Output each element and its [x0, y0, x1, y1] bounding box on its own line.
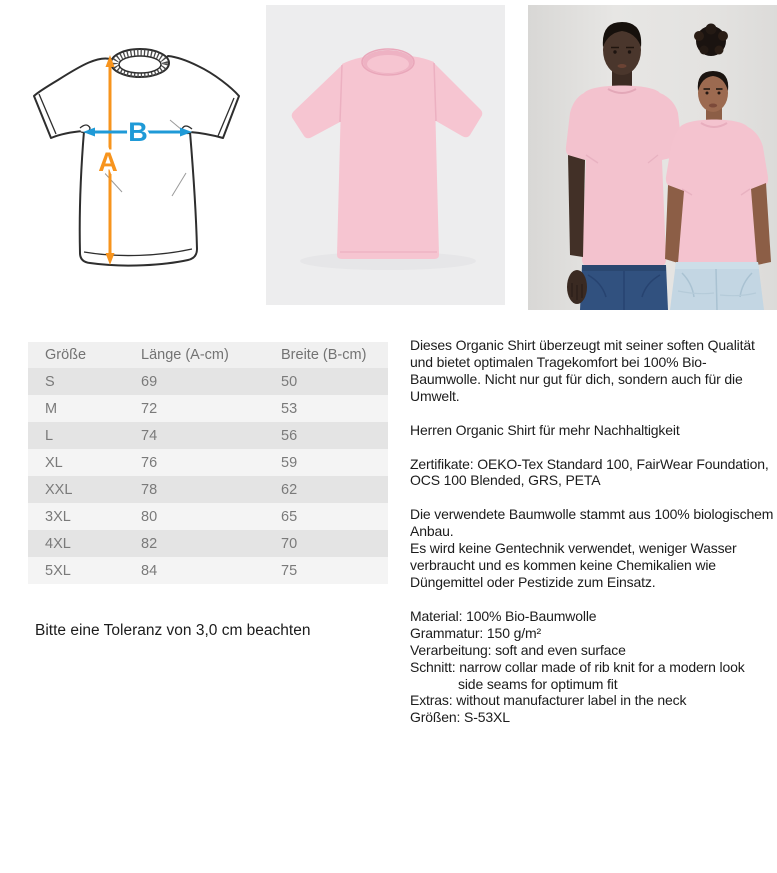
cell-width: 59	[281, 454, 298, 471]
spec-finish: Verarbeitung: soft and even surface	[410, 641, 626, 658]
cell-size: XXL	[45, 481, 73, 498]
table-row	[28, 476, 388, 503]
table-row	[28, 422, 388, 449]
label-b: B	[128, 117, 148, 147]
table-header-row	[28, 342, 388, 368]
specs-list	[410, 608, 776, 726]
column-header-width: Breite (B-cm)	[281, 342, 388, 368]
column-header-size: Größe	[28, 342, 141, 368]
cell-size: 5XL	[45, 562, 71, 579]
spec-material: Material: 100% Bio-Baumwolle	[410, 607, 597, 624]
cell-length: 80	[141, 508, 158, 525]
cell-width: 50	[281, 373, 298, 390]
spec-cut: Schnitt: narrow collar made of rib knit for a modern look	[410, 658, 745, 675]
size-diagram	[20, 28, 250, 290]
label-a: A	[98, 147, 118, 177]
cell-length: 72	[141, 400, 158, 417]
cotton-paragraph	[410, 506, 776, 591]
cotton-line: Die verwendete Baumwolle stammt aus 100% biologischem Anbau.	[410, 506, 774, 540]
cotton-line: Es wird keine Gentechnik verwendet, weniger Wasser verbraucht und es kommen keine Chemikalien wie Düngemittel oder Pestizide zum Einsatz.	[410, 540, 737, 590]
cell-length: 76	[141, 454, 158, 471]
cell-width: 56	[281, 427, 298, 444]
table-row	[28, 449, 388, 476]
cell-length: 84	[141, 562, 158, 579]
cell-size: 4XL	[45, 535, 71, 552]
table-row	[28, 368, 388, 395]
cell-length: 82	[141, 535, 158, 552]
cell-width: 75	[281, 562, 298, 579]
spec-sizes: Größen: S-53XL	[410, 709, 510, 726]
column-header-length: Länge (A-cm)	[141, 342, 281, 368]
spec-grammage: Grammatur: 150 g/m²	[410, 624, 541, 641]
size-chart-table	[28, 342, 388, 584]
cell-width: 62	[281, 481, 298, 498]
models-photo	[528, 5, 777, 310]
tee-outline	[34, 49, 239, 266]
cell-size: 3XL	[45, 508, 71, 525]
cell-size: M	[45, 400, 58, 417]
table-row	[28, 503, 388, 530]
spec-extras: Extras: without manufacturer label in the neck	[410, 692, 687, 709]
cell-size: S	[45, 373, 55, 390]
cell-width: 53	[281, 400, 298, 417]
cell-length: 78	[141, 481, 158, 498]
subtitle: Herren Organic Shirt für mehr Nachhaltigkeit	[410, 421, 680, 438]
table-row	[28, 395, 388, 422]
certificates: Zertifikate: OEKO-Tex Standard 100, FairWear Foundation, OCS 100 Blended, GRS, PETA	[410, 455, 769, 489]
spec-cut-2: side seams for optimum fit	[458, 675, 618, 692]
cell-size: XL	[45, 454, 63, 471]
cell-width: 70	[281, 535, 298, 552]
cell-size: L	[45, 427, 54, 444]
man-arm	[568, 155, 585, 257]
tolerance-note: Bitte eine Toleranz von 3,0 cm beachten	[35, 622, 311, 639]
cell-length: 74	[141, 427, 158, 444]
table-row	[28, 530, 388, 557]
table-row	[28, 557, 388, 584]
product-photo	[266, 5, 505, 305]
intro-paragraph: Dieses Organic Shirt überzeugt mit seiner soften Qualität und bietet optimalen Tragekomfort bei 100% Bio-Baumwolle. Nicht nur gut für dich, sondern auch für die Umwelt.	[410, 337, 755, 404]
cell-length: 69	[141, 373, 158, 390]
cell-width: 65	[281, 508, 298, 525]
product-description	[410, 337, 776, 726]
